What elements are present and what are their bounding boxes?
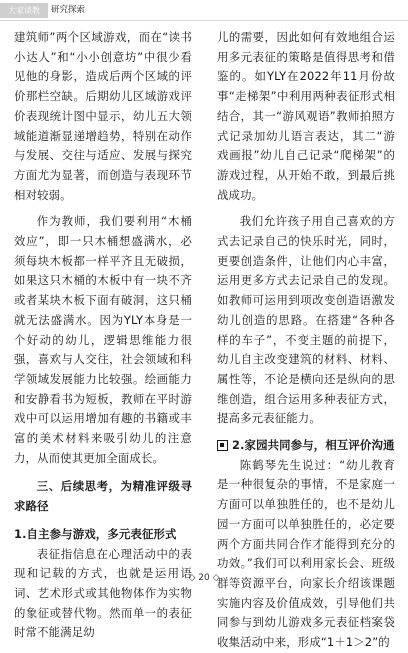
page-header (0, 0, 408, 22)
sub-heading-2-row (217, 436, 395, 456)
left-paragraph-2: 作为教师，我们要利用“木桶效应”，即一只木桶想盛满水，必须每块木板都一样平齐且无破损，如果这只木桶的木板中有一块不齐或者某块木板下面有破洞，这只桶就无法盛满水。因为YLY本身是一个好动的幼儿，逻辑思维能力很强，喜欢与人交往，社会领域和科学领域发展能力比较强。绘画能力和安静看书为短板，教师在平时游戏中可以运用增加有趣的书籍或丰富的美术材料来吸引幼儿的注意力，从而使其更加全面成长。 (14, 214, 192, 465)
right-paragraph-2: 我们允许孩子用自己喜欢的方式去记录自己的快乐时光，同时，更要创造条件，让他们内心丰富，运用更多方式去记录自己的发现。如教师可运用到项改变创造语激发幼儿创造的思路。在搭建“各种各样的车子”，不变主题的前提下，幼儿自主改变建筑的材料、材料、属性等，不论是横向还是纵向的思维创造，组合运用多种表征方式，提高多元表征能力。 (217, 214, 395, 426)
left-paragraph-3: 表征指信息在心理活动中的表现和记载的方式，也就是运用语词、艺术形式或其他物体作为实物的象征或替代物。然而单一的表征时常不能满足幼 (14, 546, 192, 640)
right-paragraph-3: 陈鹤琴先生说过：“幼儿教育是一种很复杂的事情，不是家庭一方面可以单独胜任的，也不是幼儿园一方面可以单独胜任的，必定要两个方面共同合作才能得到充分的功效。”我们可以利用家长会、班级群等资源平台，向家长介绍该课题实施内容及价值成效，引导他们共同参与到幼儿游戏多元表征档案袋收集活动中来，形成“1＋1＞2”的 (217, 457, 395, 650)
square-bullet-icon (217, 440, 228, 451)
right-column (217, 28, 395, 653)
left-column (14, 28, 192, 643)
left-paragraph-1: 建筑师”两个区域游戏，而在“读书小达人”和“小小创意坊”中很少看见他的身影，造成后两个区域的评价那栏空缺。后期幼儿区域游戏评价表现统计图中显示，幼儿五大领域能道渐显递增趋势，特别在动作与发展、交往与适应、发展与探究方面尤为显著，而创造与表现环节相对较弱。 (14, 30, 192, 202)
right-paragraph-1: 儿的需要，因此如何有效地组合运用多元表征的策略是值得思考和借鉴的。如YLY在2022年11月份故事“走梯架”中利用两种表征形式相结合，其一“游风观语”教师拍照方式记录加幼儿语言表达，其二“游戏画报”幼儿自己记录“爬梯架”的游戏过程，从开始不敢，到最后挑战成功。 (217, 30, 395, 202)
header-divider (0, 20, 408, 21)
journal-logo: 大家谈教 (0, 3, 48, 18)
section-heading-3: 三、后续思考，为精准评级寻求路径 (14, 479, 192, 514)
sub-heading-2: 2.家园共同参与，相互评价沟通 (232, 438, 395, 453)
page-number: ◇ 20 ◇ (188, 573, 220, 583)
sub-heading-1: 1.自主参与游戏，多元表征形式 (14, 526, 177, 541)
section-title: 研究探索 (51, 5, 86, 15)
